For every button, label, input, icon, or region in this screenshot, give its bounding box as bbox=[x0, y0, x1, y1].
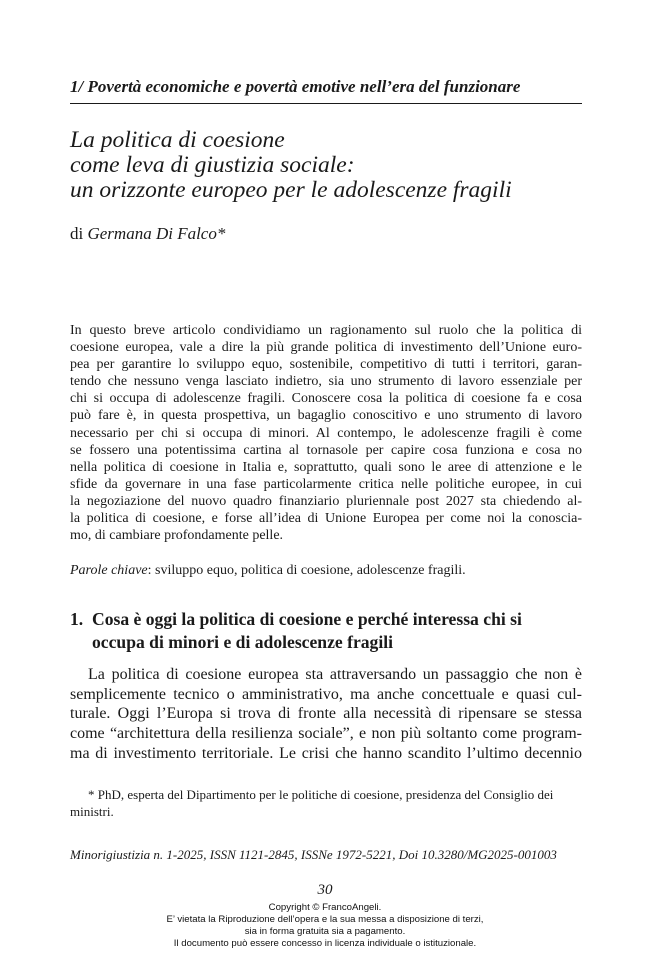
keywords bbox=[70, 562, 466, 579]
title-line-1: La politica di coesione bbox=[70, 127, 285, 153]
section-heading bbox=[70, 608, 586, 654]
abstract-line: la negoziazione del nuovo quadro finanziario pluriennale post 2027 sta chiedendo al- bbox=[70, 493, 582, 509]
copyright-line: sia in forma gratuita sia a pagamento. bbox=[244, 926, 406, 937]
author-name: Germana Di Falco* bbox=[87, 224, 226, 243]
keywords-text: : sviluppo equo, politica di coesione, adolescenze fragili. bbox=[147, 563, 466, 578]
journal-citation: Minorigiustizia n. 1-2025, ISSN 1121-2845, ISSNe 1972-5221, Doi 10.3280/MG2025-001003 bbox=[70, 847, 557, 862]
header-rule bbox=[70, 103, 582, 104]
abstract-line: In questo breve articolo condividiamo un ragionamento sul ruolo che la politica di bbox=[70, 323, 582, 338]
copyright-line: Copyright © FrancoAngeli. bbox=[268, 902, 382, 913]
section-number: 1. bbox=[70, 609, 84, 629]
abstract bbox=[70, 322, 582, 544]
section-heading-line-2: occupa di minori e di adolescenze fragili bbox=[92, 632, 394, 652]
abstract-line: chi si occupa di adolescenze fragili. Conoscere cosa la politica di coesione fa e cosa bbox=[70, 391, 582, 407]
abstract-line: se fossero una potentissima cartina al tornasole per capire cosa funziona e cosa no bbox=[70, 442, 582, 458]
section-body bbox=[70, 665, 582, 764]
abstract-line: tendo che nessuno venga lasciato indietro, sia uno strumento di lavoro essenziale per bbox=[70, 374, 582, 390]
abstract-line: la politica di coesione, e forse all’idea di Unione Europea per come noi la conoscia- bbox=[70, 511, 582, 527]
abstract-line: coesione europea, vale a dire la più grande politica di investimento dell’Unione euro- bbox=[70, 340, 582, 356]
body-line: come “architettura della resilienza sociale”, e non più soltanto come program- bbox=[70, 725, 582, 743]
title-line-3: un orizzonte europeo per le adolescenze fragili bbox=[70, 177, 512, 203]
footnote-line: * PhD, esperta del Dipartimento per le politiche di coesione, presidenza del Consiglio dei bbox=[88, 787, 554, 802]
keywords-label: Parole chiave bbox=[70, 563, 148, 578]
byline-prefix: di bbox=[70, 224, 88, 243]
body-line: semplicemente tecnico o amministrativo, ma anche concettuale e quasi cul- bbox=[70, 685, 582, 703]
copyright-line: E’ vietata la Riproduzione dell’opera e la sua messa a disposizione di terzi, bbox=[166, 914, 484, 925]
abstract-line: sfide da governare in una fase particolarmente critica nelle politiche europee, in cui bbox=[70, 476, 582, 492]
body-line: ma di investimento territoriale. Le crisi che hanno scandito l’ultimo decennio bbox=[70, 744, 582, 762]
body-line: La politica di coesione europea sta attraversando un passaggio che non è bbox=[88, 666, 582, 683]
footnote bbox=[70, 786, 582, 820]
title-line-2: come leva di giustizia sociale: bbox=[70, 152, 355, 178]
abstract-line: pea per garantire lo sviluppo equo, sostenibile, competitivo di tutti i territori, garan- bbox=[70, 357, 582, 373]
copyright-line: Il documento può essere concesso in licenza individuale o istituzionale. bbox=[173, 938, 477, 949]
abstract-line: può fare è, in questa prospettiva, un bagaglio conoscitivo e uno strumento di lavoro bbox=[70, 408, 582, 424]
abstract-line: nella politica di coesione in Italia e, soprattutto, quali sono le aree di attenzione e le bbox=[70, 459, 582, 475]
byline bbox=[70, 223, 225, 245]
footnote-line: ministri. bbox=[70, 804, 114, 819]
abstract-line: mo, di cambiare profondamente pelle. bbox=[70, 528, 284, 544]
section-heading-line-1: Cosa è oggi la politica di coesione e perché interessa chi si bbox=[92, 609, 522, 629]
copyright-notice bbox=[0, 902, 650, 950]
body-line: turale. Oggi l’Europa si trova di fronte alla necessità di ripensare se stessa bbox=[70, 705, 582, 723]
page-number: 30 bbox=[317, 882, 333, 898]
article-title bbox=[70, 128, 590, 203]
section-header: 1/ Povertà economiche e povertà emotive nell’era del funzionare bbox=[70, 77, 521, 96]
abstract-line: necessario per chi si occupa di minori. Al contempo, le adolescenze fragili è come bbox=[70, 425, 582, 441]
